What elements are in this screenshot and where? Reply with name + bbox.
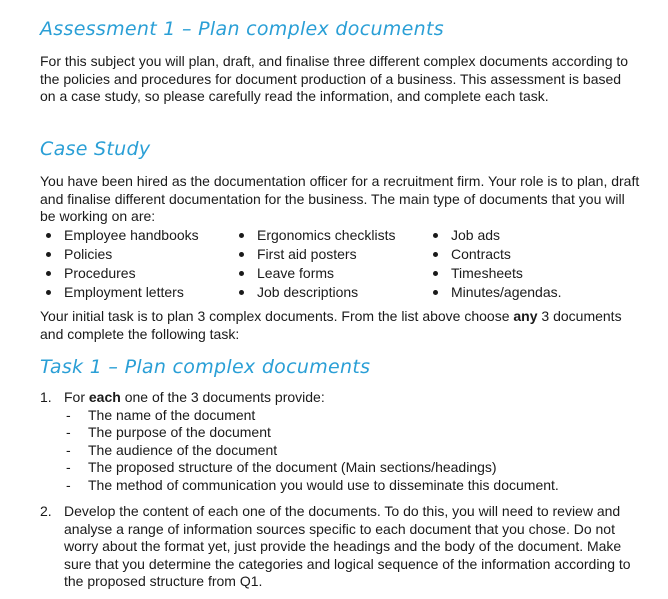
list-item: First aid posters [233, 245, 396, 264]
assessment-heading: Assessment 1 – Plan complex documents [40, 18, 444, 40]
question-1-text [64, 389, 640, 407]
initial-task-paragraph [40, 308, 640, 343]
question-2-text: Develop the content of each one of the documents. To do this, you will need to review and analyse a range of information sources specific to each document that you chose. Do not worry about the format yet, just provide the headings and the body of the document. Make sure that you determine the categories and logical sequence of the information according to the proposed structure from Q1. [64, 503, 631, 589]
task-heading: Task 1 – Plan complex documents [40, 356, 371, 378]
question-1-text-start: For [64, 389, 89, 405]
initial-task-text-end: 3 documents and complete the following task: [40, 308, 622, 342]
question-2 [40, 503, 640, 591]
initial-task-emphasis: any [513, 308, 538, 324]
list-item: Employment letters [40, 283, 199, 302]
list-item: Job descriptions [233, 283, 396, 302]
list-item: - The name of the document [64, 407, 640, 425]
list-item: Contracts [427, 245, 562, 264]
list-item: Minutes/agendas. [427, 283, 562, 302]
document-types-column [427, 226, 562, 302]
case-study-paragraph: You have been hired as the documentation officer for a recruitment firm. Your role is to plan, draft and finalise different documentation for the business. The main type of documents that you will be working on are: [40, 173, 640, 224]
question-1-emphasis: each [88, 389, 121, 405]
question-1 [40, 389, 640, 494]
list-item: Job ads [427, 226, 562, 245]
list-item: - The proposed structure of the document (Main sections/headings) [64, 459, 640, 477]
list-item: Policies [40, 245, 199, 264]
list-item: Ergonomics checklists [233, 226, 396, 245]
question-1-text-end: one of the 3 documents provide: [120, 389, 325, 405]
initial-task-text: Your initial task is to plan 3 complex documents. From the list above choose [40, 308, 514, 324]
case-study-heading: Case Study [40, 138, 151, 160]
question-number: 2. [40, 503, 52, 519]
question-number: 1. [40, 389, 52, 405]
list-item: Leave forms [233, 264, 396, 283]
list-item: - The method of communication you would use to disseminate this document. [64, 477, 640, 495]
list-item: Employee handbooks [40, 226, 199, 245]
list-item: Procedures [40, 264, 199, 283]
document-types-column [233, 226, 396, 302]
list-item: - The audience of the document [64, 442, 640, 460]
document-types-column [40, 226, 199, 302]
list-item: Timesheets [427, 264, 562, 283]
list-item: - The purpose of the document [64, 424, 640, 442]
question-1-items [64, 407, 640, 495]
document-types-list [0, 226, 668, 306]
intro-paragraph: For this subject you will plan, draft, and finalise three different complex documents according to the policies and procedures for document production of a business. This assessment is based on a case study, so please carefully read the information, and complete each task. [40, 53, 629, 104]
